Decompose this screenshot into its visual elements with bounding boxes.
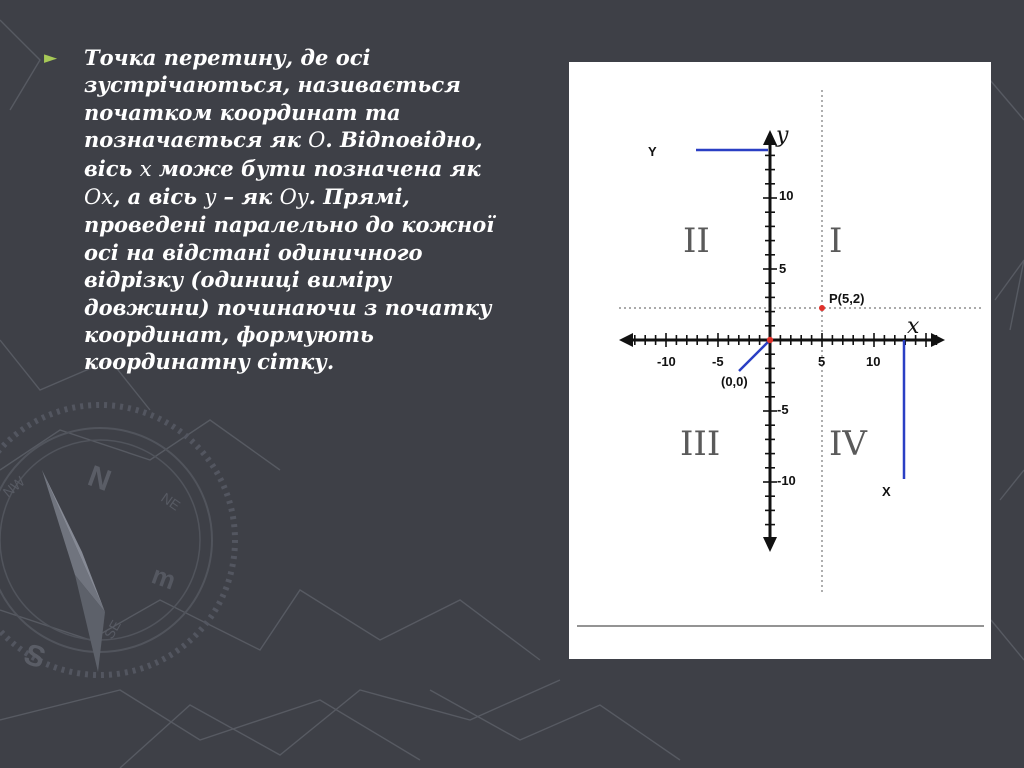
text-line: проведені паралельно до кожної (84, 212, 495, 238)
quadrant-ii-label: II (683, 221, 710, 261)
y-axis-label: y (776, 123, 789, 148)
text-line: Точка перетину, де осі (84, 45, 371, 70)
bullet-arrow-icon: ► (44, 48, 58, 68)
quadrant-i-label: I (829, 221, 843, 261)
origin-point (767, 337, 773, 343)
bullet-paragraph (44, 44, 544, 376)
text-line: зустрічаються, називається (84, 72, 461, 98)
svg-text:N: N (83, 459, 116, 498)
bullet-text (84, 44, 544, 376)
compass-rose-icon (0, 405, 235, 675)
x-tick-label: 5 (818, 354, 826, 369)
svg-text:NW: NW (0, 473, 28, 501)
coordinate-plane-diagram (569, 62, 991, 659)
text-segment: позначається як (84, 127, 309, 153)
text-line: початком координат та (84, 99, 401, 125)
y-callout-label: Y (648, 144, 657, 159)
x-axis-arrow-right-icon (931, 333, 945, 347)
x-axis-arrow-left-icon (619, 333, 633, 347)
quadrant-iii-label: III (680, 424, 721, 464)
origin-label: (0,0) (721, 374, 748, 389)
x-tick-label: -10 (657, 354, 676, 369)
text-segment: – як (216, 184, 280, 210)
x-tick-label: -5 (712, 354, 724, 369)
x-axis-label: x (907, 314, 920, 339)
origin-symbol: O (308, 128, 326, 153)
y-symbol: y (204, 185, 217, 210)
svg-text:m: m (147, 559, 180, 596)
point-p-label: P(5,2) (829, 291, 865, 306)
x-callout-label: X (882, 484, 891, 499)
text-segment: , а вісь (113, 184, 205, 210)
y-tick-label: 10 (779, 188, 794, 203)
text-line: довжини) починаючи з початку (84, 294, 492, 320)
text-segment: може бути позначена як (151, 155, 481, 181)
point-p (819, 305, 825, 311)
svg-text:SE: SE (100, 617, 124, 642)
y-tick-label: 5 (779, 261, 787, 276)
y-axis-arrow-up-icon (763, 130, 777, 145)
text-line: відрізку (одиниці виміру (84, 267, 392, 293)
text-line: координат, формують (84, 322, 374, 348)
svg-text:S: S (19, 637, 50, 676)
quadrant-iv-label: IV (829, 424, 867, 464)
y-tick-label: -5 (777, 402, 789, 417)
y-tick-label: -10 (777, 473, 796, 488)
x-tick-label: 10 (866, 354, 881, 369)
svg-text:NE: NE (158, 489, 184, 514)
origin-callout-line (739, 342, 768, 371)
ox-symbol: Ox (84, 185, 114, 210)
text-segment: . Відповідно, (325, 127, 483, 153)
text-line: осі на відстані одиничного (84, 239, 423, 265)
coordinate-plane-figure (569, 62, 991, 659)
x-symbol: x (139, 156, 152, 181)
text-segment: . Прямі, (308, 184, 410, 210)
text-segment: вісь (84, 155, 140, 181)
oy-symbol: Oy (279, 185, 309, 210)
text-line: координатну сітку. (84, 349, 335, 375)
